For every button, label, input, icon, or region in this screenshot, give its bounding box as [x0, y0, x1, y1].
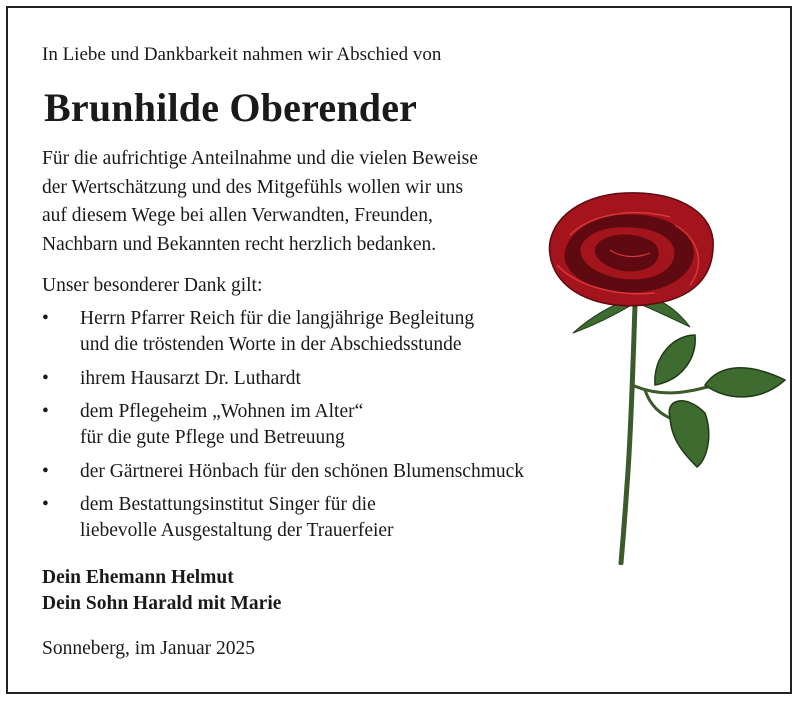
- thanks-line: Nachbarn und Bekannten recht herzlich bedanken.: [42, 233, 437, 255]
- bullet-icon: •: [42, 308, 49, 329]
- list-item: [42, 492, 524, 544]
- list-item-line: dem Pflegeheim „Wohnen im Alter“: [80, 401, 364, 422]
- thanks-line: der Wertschätzung und des Mitgefühls wollen wir uns: [42, 176, 464, 198]
- place-date: Sonneberg, im Januar 2025: [42, 638, 256, 659]
- list-item: [42, 399, 524, 451]
- list-item: [42, 366, 524, 392]
- signer-name: Dein Ehemann Helmut: [42, 567, 234, 588]
- signer-name: Dein Sohn Harald mit Marie: [42, 593, 282, 614]
- deceased-name: Brunhilde Oberender: [44, 85, 418, 130]
- thanks-line: Für die aufrichtige Anteilnahme und die vielen Beweise: [42, 148, 478, 169]
- list-item-line: der Gärtnerei Hönbach für den schönen Blumenschmuck: [80, 460, 525, 482]
- list-item-line: Herrn Pfarrer Reich für die langjährige Begleitung: [80, 308, 475, 329]
- bullet-icon: •: [42, 494, 49, 515]
- rose-stem: [621, 305, 635, 563]
- list-item-line: ihrem Hausarzt Dr. Luthardt: [80, 367, 301, 389]
- thanks-line: auf diesem Wege bei allen Verwandten, Freunden,: [42, 205, 433, 226]
- list-item-line: liebevolle Ausgestaltung der Trauerfeier: [80, 520, 394, 541]
- special-thanks-heading: Unser besonderer Dank gilt:: [42, 275, 263, 296]
- special-thanks-list: [42, 306, 524, 552]
- thanks-paragraph: [42, 145, 478, 259]
- list-item-line: dem Bestattungsinstitut Singer für die: [80, 494, 376, 515]
- leaf-icon: [655, 335, 695, 385]
- bullet-icon: •: [42, 367, 49, 389]
- bullet-icon: •: [42, 460, 49, 482]
- list-item: [42, 306, 524, 358]
- list-item-line: für die gute Pflege und Betreuung: [80, 427, 345, 448]
- bullet-icon: •: [42, 401, 49, 422]
- signers: [42, 565, 281, 617]
- intro-text: In Liebe und Dankbarkeit nahmen wir Abschied von: [42, 44, 442, 65]
- leaf-icon: [669, 401, 708, 467]
- list-item: [42, 459, 524, 485]
- red-rose-illustration: [535, 185, 795, 565]
- list-item-line: und die tröstenden Worte in der Abschiedsstunde: [80, 334, 462, 355]
- leaf-icon: [705, 368, 785, 397]
